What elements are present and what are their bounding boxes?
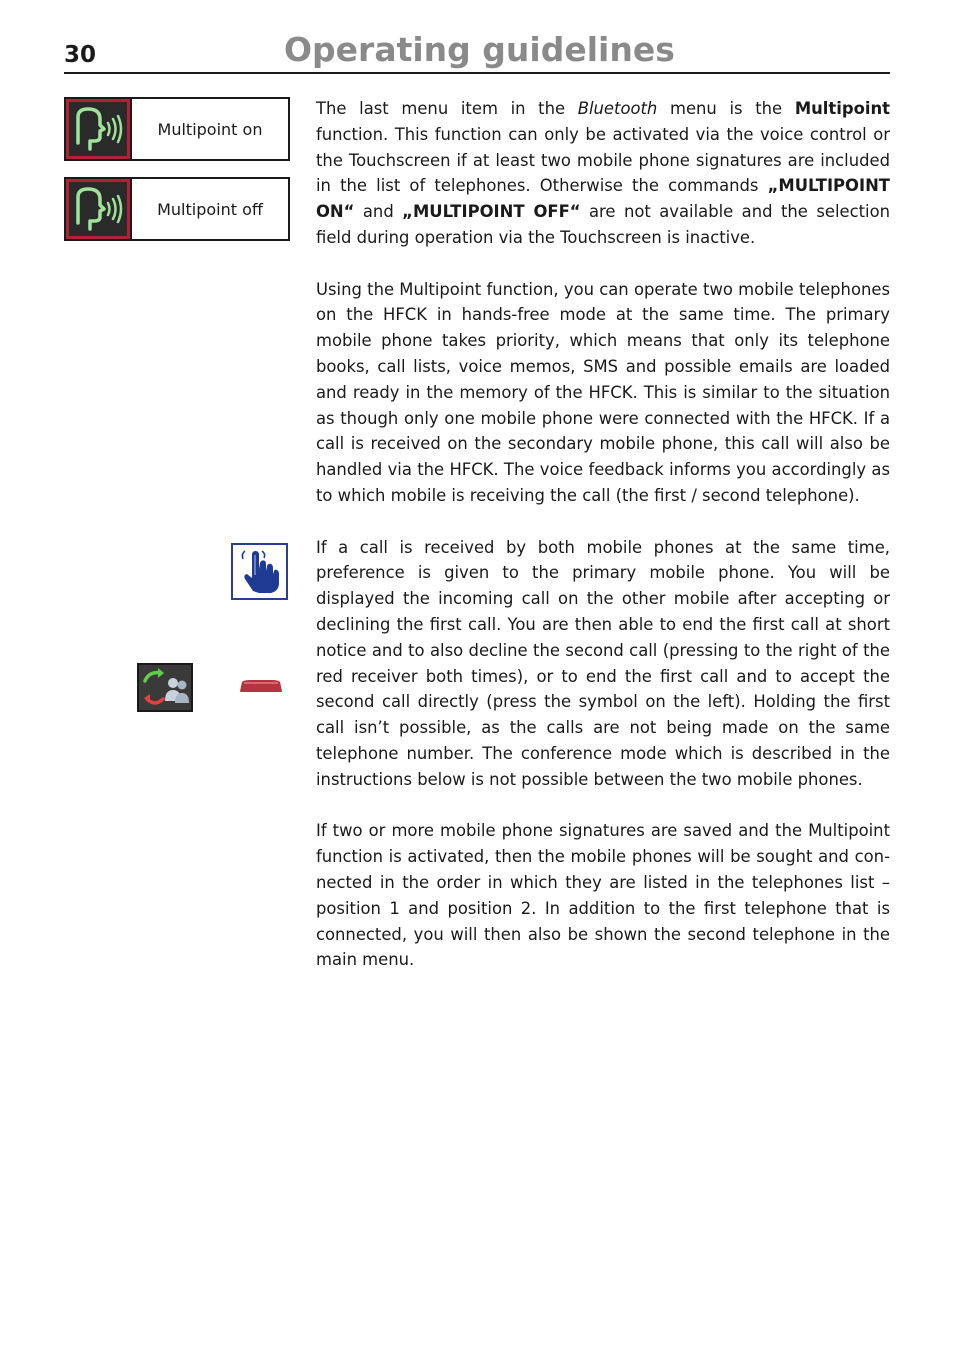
page-title: Operating guidelines [284,30,675,69]
voice-command-multipoint-on [64,97,290,161]
paragraph-1: The last menu item in the Bluetooth menu is the Multipoint function. This function can only be activated via the voice control or the Touchscreen if at least two mobile phone signatures are included in the list of telephones. Otherwise the commands „MULTIPOINT ON“ and „MULTIPOINT OFF“ are not available and the selection field during operation via the Touchscreen is inactive. [316,99,890,247]
paragraph-3: If a call is received by both mobile phones at the same time, preference is given to the primary mobile phone. You will be displayed the incoming call on the other mobile after accepting or declining the first call. You are then able to end the first call at short notice and to also decline the second call (pressing to the right of the red receiver both times), or to end the first call and to accept the second call directly (press the symbol on the left). Holding the first call isn’t possible, as the calls are not being made on the same telephone number. The conference mode which is described in the instructions below is not possible between the two mobile phones. [316,537,890,789]
bluetooth-term: Bluetooth [577,99,658,118]
body-text [316,96,890,999]
swap-call-icon [137,663,193,712]
page-number: 30 [64,42,97,68]
command-multipoint-off: „MULTIPOINT OFF“ [402,202,581,222]
touch-hand-icon [231,543,288,600]
paragraph-2: Using the Multipoint function, you can operate two mobile telephones on the HFCK in hands-free mode at the same time. The primary mobile phone takes priority, which means that only its telephone books, call lists, voice memos, SMS and possible emails are loaded and ready in the memory of the HFCK. This is similar to the situation as though only one mobile phone were connected with the HFCK. If a call is received on the secondary mobile phone, this call will also be handled via the HFCK. The voice feedback informs you accordingly as to which mobile is receiving the call (the first / second telephone). [316,279,890,505]
header-rule [64,72,890,74]
voice-command-label: Multipoint off [157,199,263,219]
voice-command-multipoint-off [64,177,290,241]
voice-command-icon [66,99,132,159]
command-multipoint-on: „MULTIPOINT ON“ [316,176,890,222]
voice-command-icon [66,179,132,239]
voice-command-label: Multipoint on [157,119,263,139]
multipoint-term: Multipoint [794,99,890,118]
red-receiver-icon [238,678,284,692]
paragraph-4: If two or more mobile phone signatures are saved and the Multipoint function is activated, then the mobile phones will be sought and connected in the order in which they are listed in the telephones list – position 1 and position 2. In addition to the first telephone that is connected, you will then also be shown the second telephone in the main menu. [316,821,890,970]
